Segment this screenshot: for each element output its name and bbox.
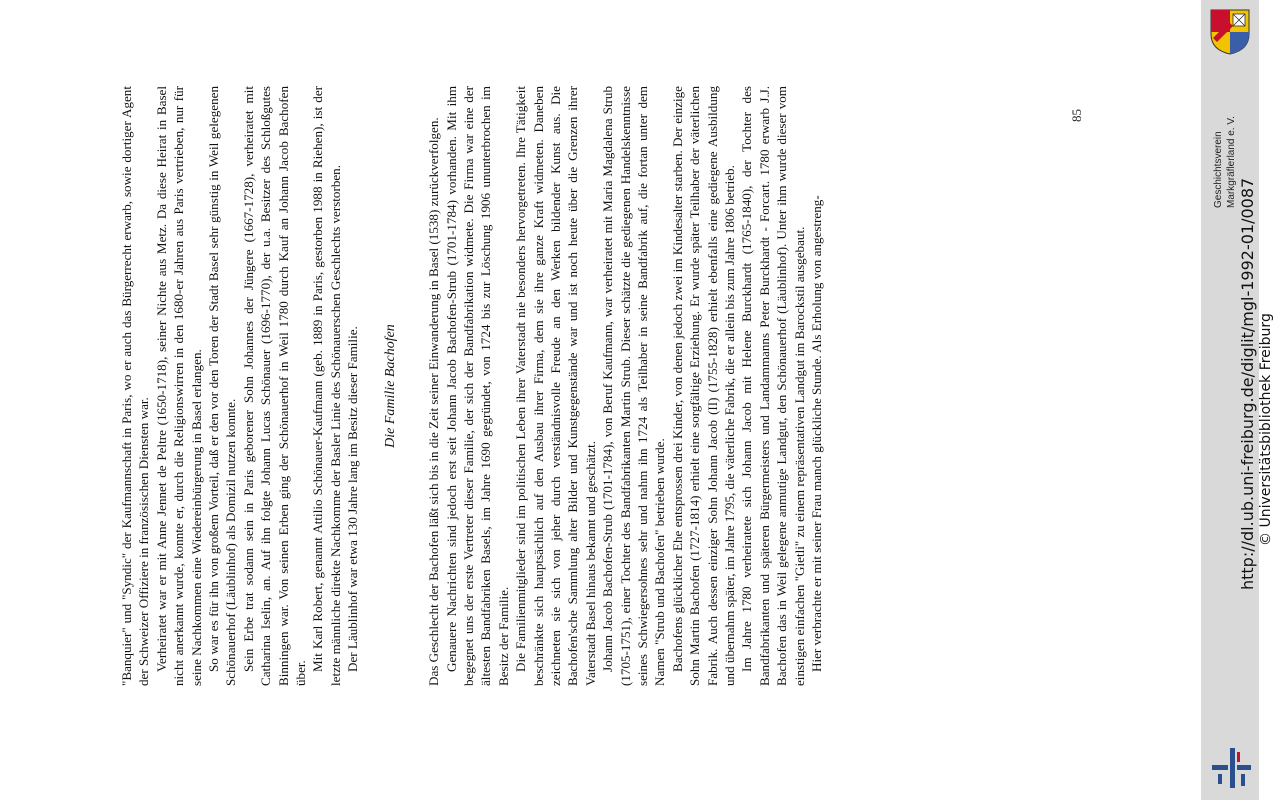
society-line1: Geschichtsverein	[1213, 131, 1224, 208]
paragraph: So war es für ihn von großem Vorteil, daß er den vor den Toren der Stadt Basel sehr günstig in Weil gelegenen Schönauerhof (Läublinhof) als Domizil nutzen konnte.	[206, 86, 239, 686]
ub-freiburg-logo-icon[interactable]	[1210, 746, 1254, 790]
paragraph: Johann Jacob Bachofen-Strub (1701-1784), von Beruf Kaufmann, war verheiratet mit Maria Magdalena Strub (1705-1751), einer Tochter des Bandfabrikanten Martin Strub. Dieser schätzte die gediegenen Handelskenntnisse seines Schwiegersohnes sehr und nahm ihn 1724 als Teilhaber in seine Bandfabrik auf, die fortan unter dem Namen "Strub und Bachofen" betrieben wurde.	[600, 86, 668, 686]
paragraph: "Banquier" und "Syndic" der Kaufmannschaft in Paris, wo er auch das Bürgerrecht erwarb, sowie dortiger Agent der Schweizer Offiziere in französischen Diensten war.	[119, 86, 152, 686]
permalink-url[interactable]: http://dl.ub.uni-freiburg.de/diglit/mgl-1992-01/0087	[1238, 177, 1257, 590]
paragraph: Das Geschlecht der Bachofen läßt sich bis in die Zeit seiner Einwanderung in Basel (1538) zurückverfolgen.	[426, 117, 442, 686]
paragraph: Genauere Nachrichten sind jedoch erst seit Johann Jacob Bachofen-Strub (1701-1784) vorhanden. Mit ihm begegnet uns der erste Vertreter dieser Familie, der sich der Bandfabrikation widmete. Die Firma war eine der ältesten Bandfabriken Basels, im Jahre 1690 gegründet, von 1724 bis zur Löschung 1906 ununterbrochen im Besitz der Familie.	[443, 86, 511, 686]
page-number: 85	[1069, 109, 1084, 122]
paragraph: Mit Karl Robert, genannt Attilio Schönauer-Kaufmann (geb. 1889 in Paris, gestorben 1988 in Riehen), ist der letzte männliche direkte Nachkomme der Basler Linie des Schönauerschen Geschlechts verstorben.	[310, 86, 343, 686]
rotated-text-block	[118, 86, 1068, 686]
society-line2: Markgräflerland e. V.	[1226, 116, 1237, 208]
paragraph: Verheiratet war er mit Anne Jennet de Peltre (1650-1718), seiner Nichte aus Metz. Da diese Heirat in Basel nicht anerkannt wurde, konnte er, durch die Religionswirren in den 1680-er Jahren aus Paris vertrieben, nur für seine Nachkommen eine Wiedereinbürgerung in Basel erlangen.	[153, 86, 204, 686]
section-heading: Die Familie Bachofen	[382, 324, 398, 448]
paragraph: Der Läublinhof war etwa 130 Jahre lang im Besitz dieser Familie.	[345, 326, 361, 672]
paragraph: Bachofens glücklicher Ehe entsprossen drei Kinder, von denen jedoch zwei im Kindesalter starben. Der einzige Sohn Martin Bachofen (1727-1814) erhielt eine sorgfältige Erziehung. Er wurde später Teilhaber der väterlichen Fabrik. Auch dessen einziger Sohn Johann Jacob (II) (1755-1828) erhielt ebenfalls eine gediegene Ausbildung und übernahm später, im Jahre 1795, die väterliche Fabrik, die er allein bis zum Jahre 1806 betrieb.	[669, 86, 737, 686]
paragraph: Die Familienmitglieder sind im politischen Leben ihrer Vaterstadt nie besonders hervorgetreten. Ihre Tätigkeit beschränkte sich hauptsächlich auf den Ausbau ihrer Firma, dem sie ihre ganze Kraft widmeten. Daneben zeichneten sie sich von jeher durch verständnisvolle Freude an den Werken bildender Kunst aus. Die Bachofen'sche Sammlung alter Bilder und Kunstgegenstände war und ist noch heute über die Grenzen ihrer Vaterstadt Basel hinaus bekannt und geschätzt.	[513, 86, 598, 686]
paragraph: Im Jahre 1780 verheiratete sich Johann Jacob mit Helene Burckhardt (1765-1840), der Tochter des Bandfabrikanten und späteren Bürgermeisters und Landammanns Peter Burckhardt - Forcart. 1780 erwarb J.J. Bachofen das in Weil gelegene anmutige Landgut, den Schönauerhof (Läublinhof). Unter ihm wurde dieser vom einstigen einfachen "Gietli" zu einem repräsentativen Landgut im Barockstil ausgebaut.	[739, 86, 807, 686]
paragraph: Sein Erbe trat sodann sein in Paris geborener Sohn Johannes der Jüngere (1667-1728), verheiratet mit Catharina Iselin, an. Auf ihn folgte Johann Lucas Schönauer (1696-1770), der u.a. Besitzer des Schloßgutes Binningen war. Von seinen Erben ging der Schönauerhof in Weil 1780 durch Kauf an Johann Jacob Bachofen über.	[240, 86, 309, 686]
paragraph: Hier verbrachte er mit seiner Frau manch glückliche Stunde. Als Erholung von angestreng-	[809, 195, 825, 672]
copyright-notice: © Universitätsbibliothek Freiburg	[1258, 313, 1274, 546]
coat-of-arms-icon[interactable]	[1209, 8, 1251, 56]
